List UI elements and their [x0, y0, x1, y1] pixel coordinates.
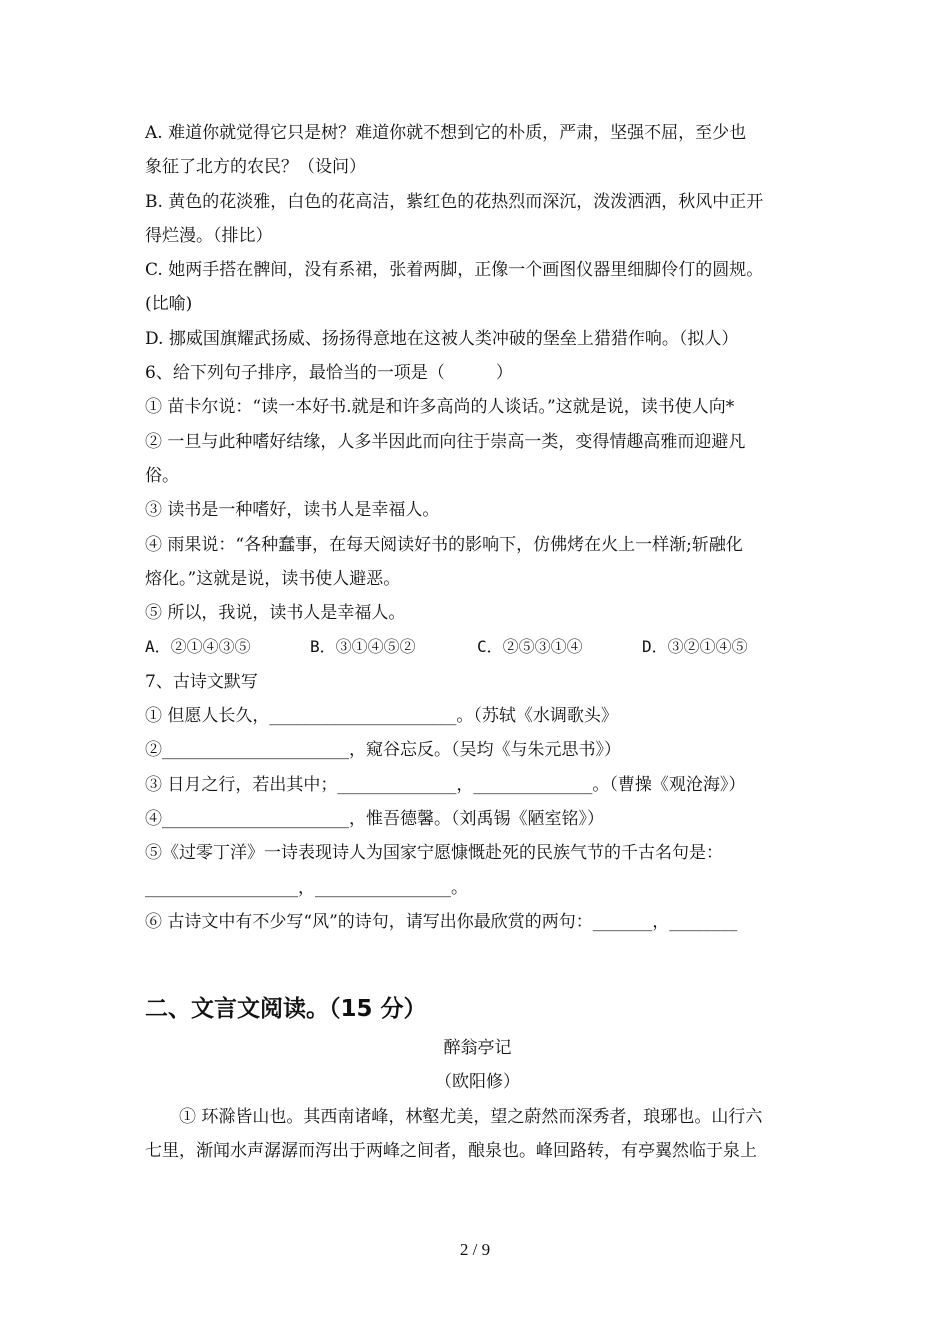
question-6-stem: 6、给下列句子排序，最恰当的一项是（ ）	[145, 363, 513, 384]
q6-sentence-4: ④ 雨果说：“各种蠢事，在每天阅读好书的影响下，仿佛烤在火上一样渐;斩融化	[145, 534, 743, 555]
q6-sentence-3: ③ 读书是一种嗜好，读书人是幸福人。	[145, 500, 440, 521]
option-c-line: C. 她两手搭在髀间，没有系裙，张着两脚，正像一个画图仪器里细脚伶仃的圆规。	[145, 260, 764, 281]
q7-line-5-continuation: __________________，________________。	[145, 877, 468, 898]
option-b-line: B. 黄色的花淡雅，白色的花高洁，紫红色的花热烈而深沉，泼泼洒洒，秋风中正开	[145, 191, 764, 212]
article-author: （欧阳修）	[435, 1072, 520, 1093]
option-c-continuation: (比喻)	[145, 294, 193, 315]
section-2-title: 二、文言文阅读。（15 分）	[145, 996, 427, 1023]
q6-sentence-1: ① 苗卡尔说：“读一本好书.就是和许多高尚的人谈话。”这就是说，读书使人向*	[145, 397, 735, 418]
q6-option-a: A．②①④③⑤	[145, 637, 251, 657]
option-b-continuation: 得烂漫。（排比）	[145, 225, 273, 246]
q6-sentence-4-continuation: 熔化。”这就是说，读书使人避恶。	[145, 568, 401, 589]
q6-option-b: B．③①④⑤②	[310, 637, 416, 657]
section-spacer	[145, 939, 810, 989]
q6-answer-options	[145, 630, 810, 664]
option-a-continuation: 象征了北方的农民？（设问）	[145, 157, 366, 178]
question-7-stem: 7、古诗文默写	[145, 671, 258, 692]
document-page	[145, 116, 810, 1168]
option-d-line: D. 挪威国旗耀武扬威、扬扬得意地在这被人类冲破的堡垒上猎猎作响。（拟人）	[145, 328, 739, 349]
article-paragraph-1: ① 环滁皆山也。其西南诸峰，林壑尤美，望之蔚然而深秀者，琅琊也。山行六	[179, 1106, 763, 1127]
page-number: 2 / 9	[459, 1240, 491, 1259]
q6-option-d: D．③②①④⑤	[642, 637, 748, 657]
q6-sentence-2-continuation: 俗。	[145, 465, 179, 486]
q6-sentence-2: ② 一旦与此种嗜好结缘，人多半因此而向往于崇高一类，变得情趣高雅而迎避凡	[145, 431, 746, 452]
q7-line-6: ⑥ 古诗文中有不少写“风”的诗句，请写出你最欣赏的两句：_______，________	[145, 911, 738, 932]
option-a-line: A. 难道你就觉得它只是树？难道你就不想到它的朴质，严肃，坚强不屈，至少也	[145, 123, 747, 143]
article-paragraph-1-continuation: 七里，渐闻水声潺潺而泻出于两峰之间者，酿泉也。峰回路转，有亭翼然临于泉上	[145, 1141, 757, 1162]
q6-option-c: C．②⑤③①④	[477, 637, 583, 657]
q7-line-5: ⑤《过零丁洋》一诗表现诗人为国家宁愿慷慨赴死的民族气节的千古名句是：	[145, 843, 723, 864]
article-title: 醉翁亭记	[443, 1038, 512, 1059]
q6-sentence-5: ⑤ 所以，我说，读书人是幸福人。	[145, 603, 406, 624]
q7-line-2: ②______________________，窥谷忘反。（吴均《与朱元思书》）	[145, 740, 621, 761]
q7-line-1: ① 但愿人长久，______________________。（苏轼《水调歌头》	[145, 706, 618, 727]
q7-line-4: ④______________________，惟吾德馨。（刘禹锡《陋室铭》）	[145, 808, 604, 829]
q7-line-3: ③ 日月之行，若出其中；______________，______________。（曹操《观沧海》）	[145, 774, 746, 795]
